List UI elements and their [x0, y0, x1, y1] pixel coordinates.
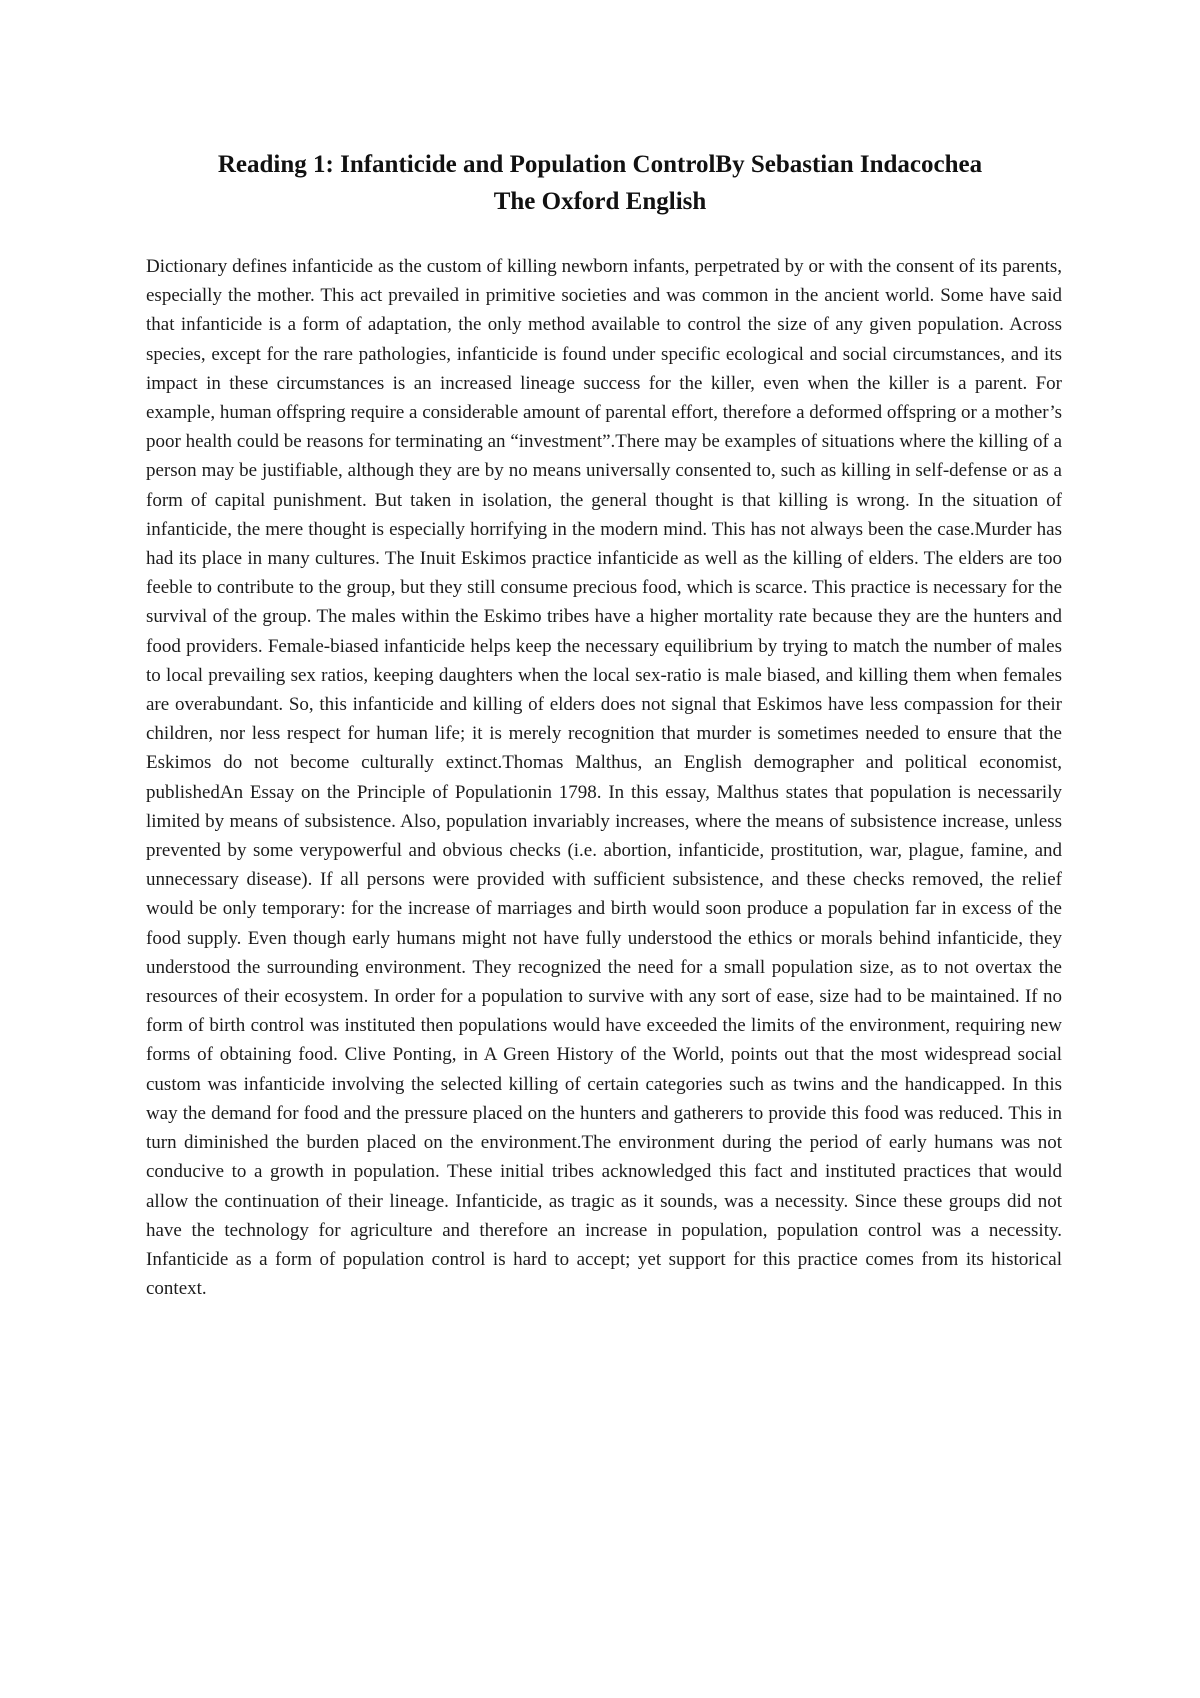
title-line-1: Reading 1: Infanticide and Population ControlBy Sebastian Indacochea — [217, 151, 983, 178]
body-paragraph: Dictionary defines infanticide as the custom of killing newborn infants, perpetrated by or with the consent of its parents, especially the mother. This act prevailed in primitive societies and was common in the ancient world. Some have said that infanticide is a form of adaptation, the only method available to control the size of any given population. Across species, except for the rare pathologies, infanticide is found under specific ecological and social circumstances, and its impact in these circumstances is an increased lineage success for the killer, even when the killer is a parent. For example, human offspring require a considerable amount of parental effort, therefore a deformed offspring or a mother’s poor health could be reasons for terminating an “investment”.There may be examples of situations where the killing of a person may be justifiable, although they are by no means universally consented to, such as killing in self-defense or as a form of capital punishment. But taken in isolation, the general thought is that killing is wrong. In the situation of infanticide, the mere thought is especially horrifying in the modern mind. This has not always been the case.Murder has had its place in many cultures. The Inuit Eskimos practice infanticide as well as the killing of elders. The elders are too feeble to contribute to the group, but they still consume precious food, which is scarce. This practice is necessary for the survival of the group. The males within the Eskimo tribes have a higher mortality rate because they are the hunters and food providers. Female-biased infanticide helps keep the necessary equilibrium by trying to match the number of males to local prevailing sex ratios, keeping daughters when the local sex-ratio is male biased, and killing them when females are overabundant. So, this infanticide and killing of elders does not signal that Eskimos have less compassion for their children, nor less respect for human life; it is merely recognition that murder is sometimes needed to ensure that the Eskimos do not become culturally extinct.Thomas Malthus, an English demographer and political economist, publishedAn Essay on the Principle of Populationin 1798. In this essay, Malthus states that population is necessarily limited by means of subsistence. Also, population invariably increases, where the means of subsistence increase, unless prevented by some verypowerful and obvious checks (i.e. abortion, infanticide, prostitution, war, plague, famine, and unnecessary disease). If all persons were provided with sufficient subsistence, and these checks removed, the relief would be only temporary: for the increase of marriages and birth would soon produce a population far in excess of the food supply. Even though early humans might not have fully understood the ethics or morals behind infanticide, they understood the surrounding environment. They recognized the need for a small population size, as to not overtax the resources of their ecosystem. In order for a population to survive with any sort of ease, size had to be maintained. If no form of birth control was instituted then populations would have exceeded the limits of the environment, requiring new forms of obtaining food. Clive Ponting, in A Green History of the World, points out that the most widespread social custom was infanticide involving the selected killing of certain categories such as twins and the handicapped. In this way the demand for food and the pressure placed on the hunters and gatherers to provide this food was reduced. This in turn diminished the burden placed on the environment.The environment during the period of early humans was not conducive to a growth in population. These initial tribes acknowledged this fact and instituted practices that would allow the continuation of their lineage. Infanticide, as tragic as it sounds, was a necessity. Since these groups did not have the technology for agriculture and therefore an increase in population, population control was a necessity. Infanticide as a form of population control is hard to accept; yet support for this practice comes from its historical context. — [146, 256, 1062, 1300]
document-title — [140, 146, 1060, 220]
title-line-2: The Oxford English — [493, 188, 707, 215]
